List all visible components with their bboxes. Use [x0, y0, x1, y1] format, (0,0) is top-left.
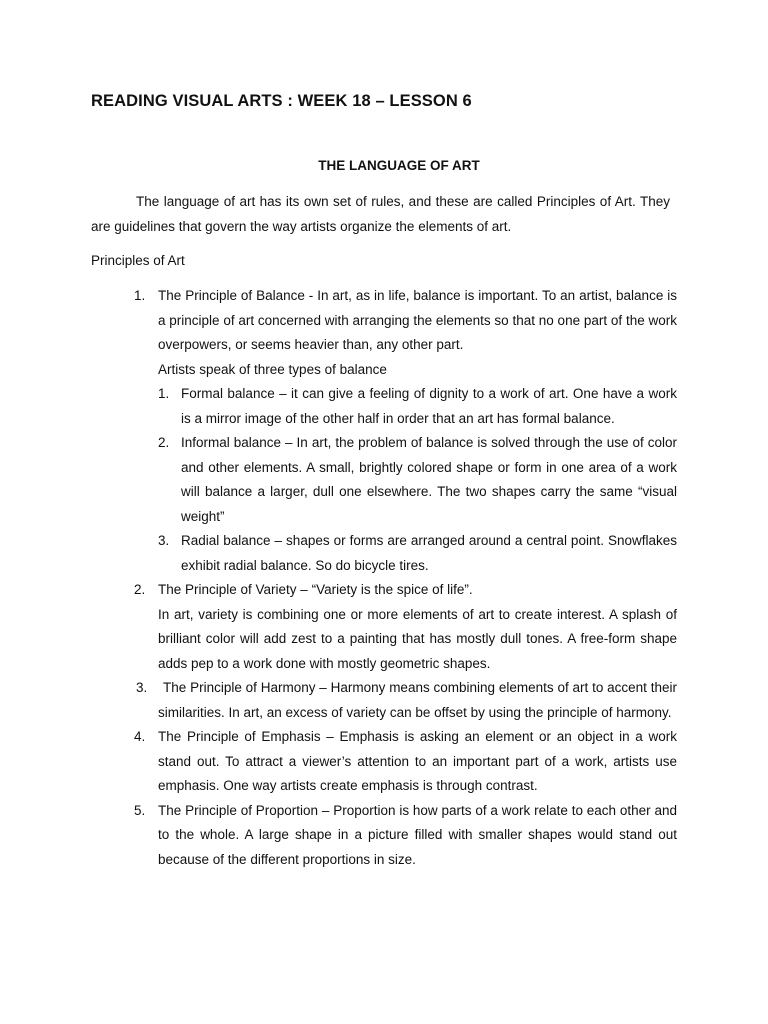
- balance-types-intro: Artists speak of three types of balance: [158, 361, 387, 377]
- sub-list-item: [0, 382, 677, 431]
- sub-list-item-text: Radial balance – shapes or forms are arranged around a central point. Snowflakes exhibit radial balance. So do bicycle tires.: [181, 533, 677, 573]
- sub-list-item: [0, 431, 677, 529]
- list-item-number: 4.: [134, 729, 146, 744]
- list-item: [0, 799, 677, 873]
- sub-list-item: [0, 529, 677, 578]
- list-item: [0, 676, 677, 725]
- list-item: [0, 725, 677, 799]
- list-item-text: The Principle of Variety – “Variety is the spice of life”.: [158, 582, 473, 597]
- list-item-number: 2.: [134, 582, 146, 597]
- list-item-text: The Principle of Emphasis – Emphasis is asking an element or an object in a work stand out. To attract a viewer’s attention to an important part of a work, artists use emphasis. One way artists create emphasis is through contrast.: [158, 729, 677, 793]
- sub-list-item-text: Formal balance – it can give a feeling of dignity to a work of art. One have a work is a mirror image of the other half in order that an art has formal balance.: [181, 386, 677, 426]
- list-item: [0, 578, 677, 676]
- sub-list-item-text: Informal balance – In art, the problem of balance is solved through the use of color and other elements. A small, brightly colored shape or form in one area of a work will balance a larger, dull one elsewhere. The two shapes carry the same “visual weight”: [181, 435, 677, 524]
- list-item-text-continued: In art, variety is combining one or more elements of art to create interest. A splash of brilliant color will add zest to a painting that has mostly dull tones. A free-form shape adds pep to a work done with mostly geometric shapes.: [158, 606, 677, 671]
- section-title-text: THE LANGUAGE OF ART: [318, 158, 480, 173]
- list-item-text: The Principle of Proportion – Proportion is how parts of a work relate to each other and to the whole. A large shape in a picture filled with smaller shapes would stand out because of the different proportions in size.: [158, 802, 677, 867]
- sub-list-item-number: 3.: [158, 533, 170, 548]
- list-item: [0, 284, 677, 358]
- document-title: READING VISUAL ARTS : WEEK 18 – LESSON 6: [91, 92, 472, 110]
- principles-list: [0, 284, 768, 872]
- section-title: [0, 158, 768, 173]
- list-item-number: 1.: [134, 288, 146, 303]
- list-item-number: 3.: [136, 680, 148, 695]
- principles-heading: Principles of Art: [91, 253, 185, 268]
- sub-list-item-number: 1.: [158, 386, 170, 401]
- intro-paragraph: The language of art has its own set of rules, and these are called Principles of Art. They are guidelines that govern the way artists organize the elements of art.: [91, 194, 670, 234]
- list-item-text: The Principle of Balance - In art, as in life, balance is important. To an artist, balance is a principle of art concerned with arranging the elements so that no one part of the work overpowers, or seems heavier than, any other part.: [158, 288, 677, 352]
- list-item-number: 5.: [134, 802, 146, 818]
- sub-list-item-number: 2.: [158, 435, 170, 450]
- list-item-text: The Principle of Harmony – Harmony means combining elements of art to accent their similarities. In art, an excess of variety can be offset by using the principle of harmony.: [158, 680, 677, 720]
